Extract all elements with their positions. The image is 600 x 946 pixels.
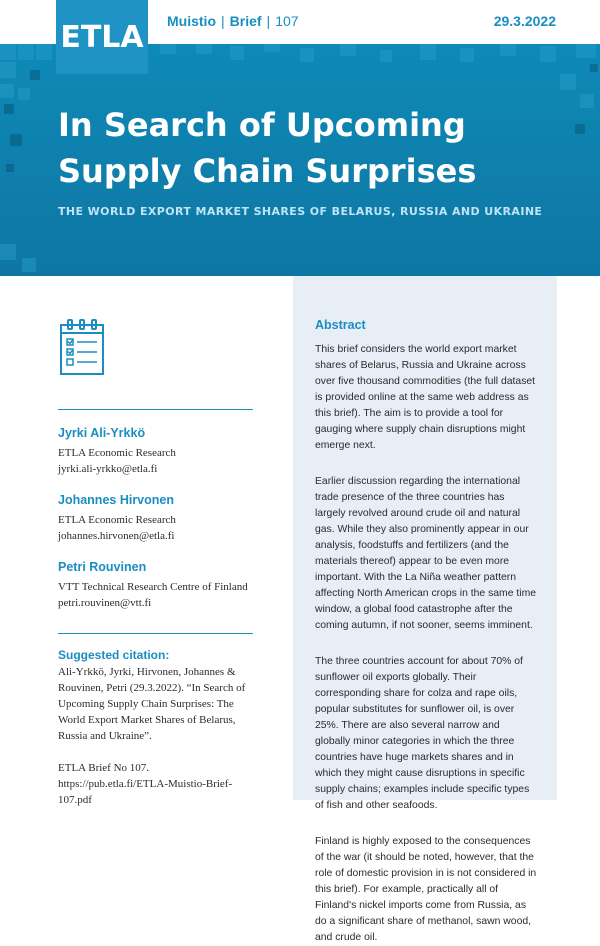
publication-date: 29.3.2022	[493, 13, 556, 29]
page-title: In Search of Upcoming Supply Chain Surprises	[58, 106, 477, 190]
brief-reference	[58, 760, 253, 808]
author-name: Johannes Hirvonen	[58, 493, 174, 507]
author-email: johannes.hirvonen@etla.fi	[58, 530, 175, 542]
abstract-paragraph: Earlier discussion regarding the international trade presence of the three countries has largely revolved around crude oil and natural gas. While they also prominently appear in our analysis, foodstuffs and fertilizers (and the materials thereof) appear to be even more important. With the La Niña weather pattern affecting North American crops in the same time window, a global food catastrophe after the coming autumn, if not sooner, seems imminent.	[315, 476, 536, 631]
divider	[58, 633, 253, 634]
series-type: Brief	[229, 13, 262, 29]
author-email: petri.rouvinen@vtt.fi	[58, 597, 152, 609]
series-label	[167, 13, 299, 29]
citation-heading: Suggested citation:	[58, 648, 170, 662]
hero-banner	[0, 44, 600, 276]
page-subtitle: THE WORLD EXPORT MARKET SHARES OF BELARUS, RUSSIA AND UKRAINE	[58, 205, 543, 218]
series-number: 107	[275, 13, 299, 29]
author-org: ETLA Economic Research	[58, 514, 176, 526]
divider	[58, 409, 253, 410]
author-name: Petri Rouvinen	[58, 560, 147, 574]
abstract-paragraph: Finland is highly exposed to the consequences of the war (it should be noted, however, that the role of domestic provision in is not considered in this brief). For example, practically all of Finland's nickel imports come from Russia, as do a significant share of methanol, sawn wood, and crude oil.	[315, 836, 537, 943]
suggested-citation	[58, 633, 253, 744]
abstract-heading: Abstract	[315, 318, 366, 332]
author-block	[58, 493, 253, 544]
author-email: jyrki.ali-yrkko@etla.fi	[58, 463, 158, 475]
etla-logo	[56, 0, 148, 74]
document-checklist-icon	[58, 318, 106, 376]
abstract-paragraph: The three countries account for about 70% of sunflower oil exports globally. Their corresponding share for colza and rape oils, popular substitutes for sunflower oil, is over 25%. There are also several narrow and globally minor categories in which the three countries have huge markets shares and in which they might cause disruptions in specific supply chains; examples include specific types of fish and other seafoods.	[315, 656, 530, 811]
abstract-panel	[293, 276, 557, 943]
author-block	[58, 560, 253, 611]
abstract-paragraph: This brief considers the world export market shares of Belarus, Russia and Ukraine across over five thousand commodities (the full dataset is provided online at the same web address as this brief). The aim is to provide a tool for gauging where supply chain disruptions might emerge next.	[315, 344, 536, 451]
series-name: Muistio	[167, 13, 216, 29]
logo-text: ETLA	[60, 19, 144, 55]
author-name: Jyrki Ali-Yrkkö	[58, 426, 146, 440]
citation-text: Ali-Yrkkö, Jyrki, Hirvonen, Johannes & Rouvinen, Petri (29.3.2022). “In Search of Upcoming Supply Chain Surprises: The World Export Market Shares of Belarus, Russia and Ukraine”.	[58, 666, 246, 742]
author-block	[58, 426, 253, 477]
series-separator-2: |	[266, 13, 271, 29]
brief-number: ETLA Brief No 107.	[58, 762, 150, 774]
brief-url: https://pub.etla.fi/ETLA-Muistio-Brief-107.pdf	[58, 778, 233, 806]
series-separator: |	[221, 13, 225, 29]
author-org: ETLA Economic Research	[58, 447, 176, 459]
author-column	[58, 318, 253, 808]
author-org: VTT Technical Research Centre of Finland	[58, 581, 248, 593]
